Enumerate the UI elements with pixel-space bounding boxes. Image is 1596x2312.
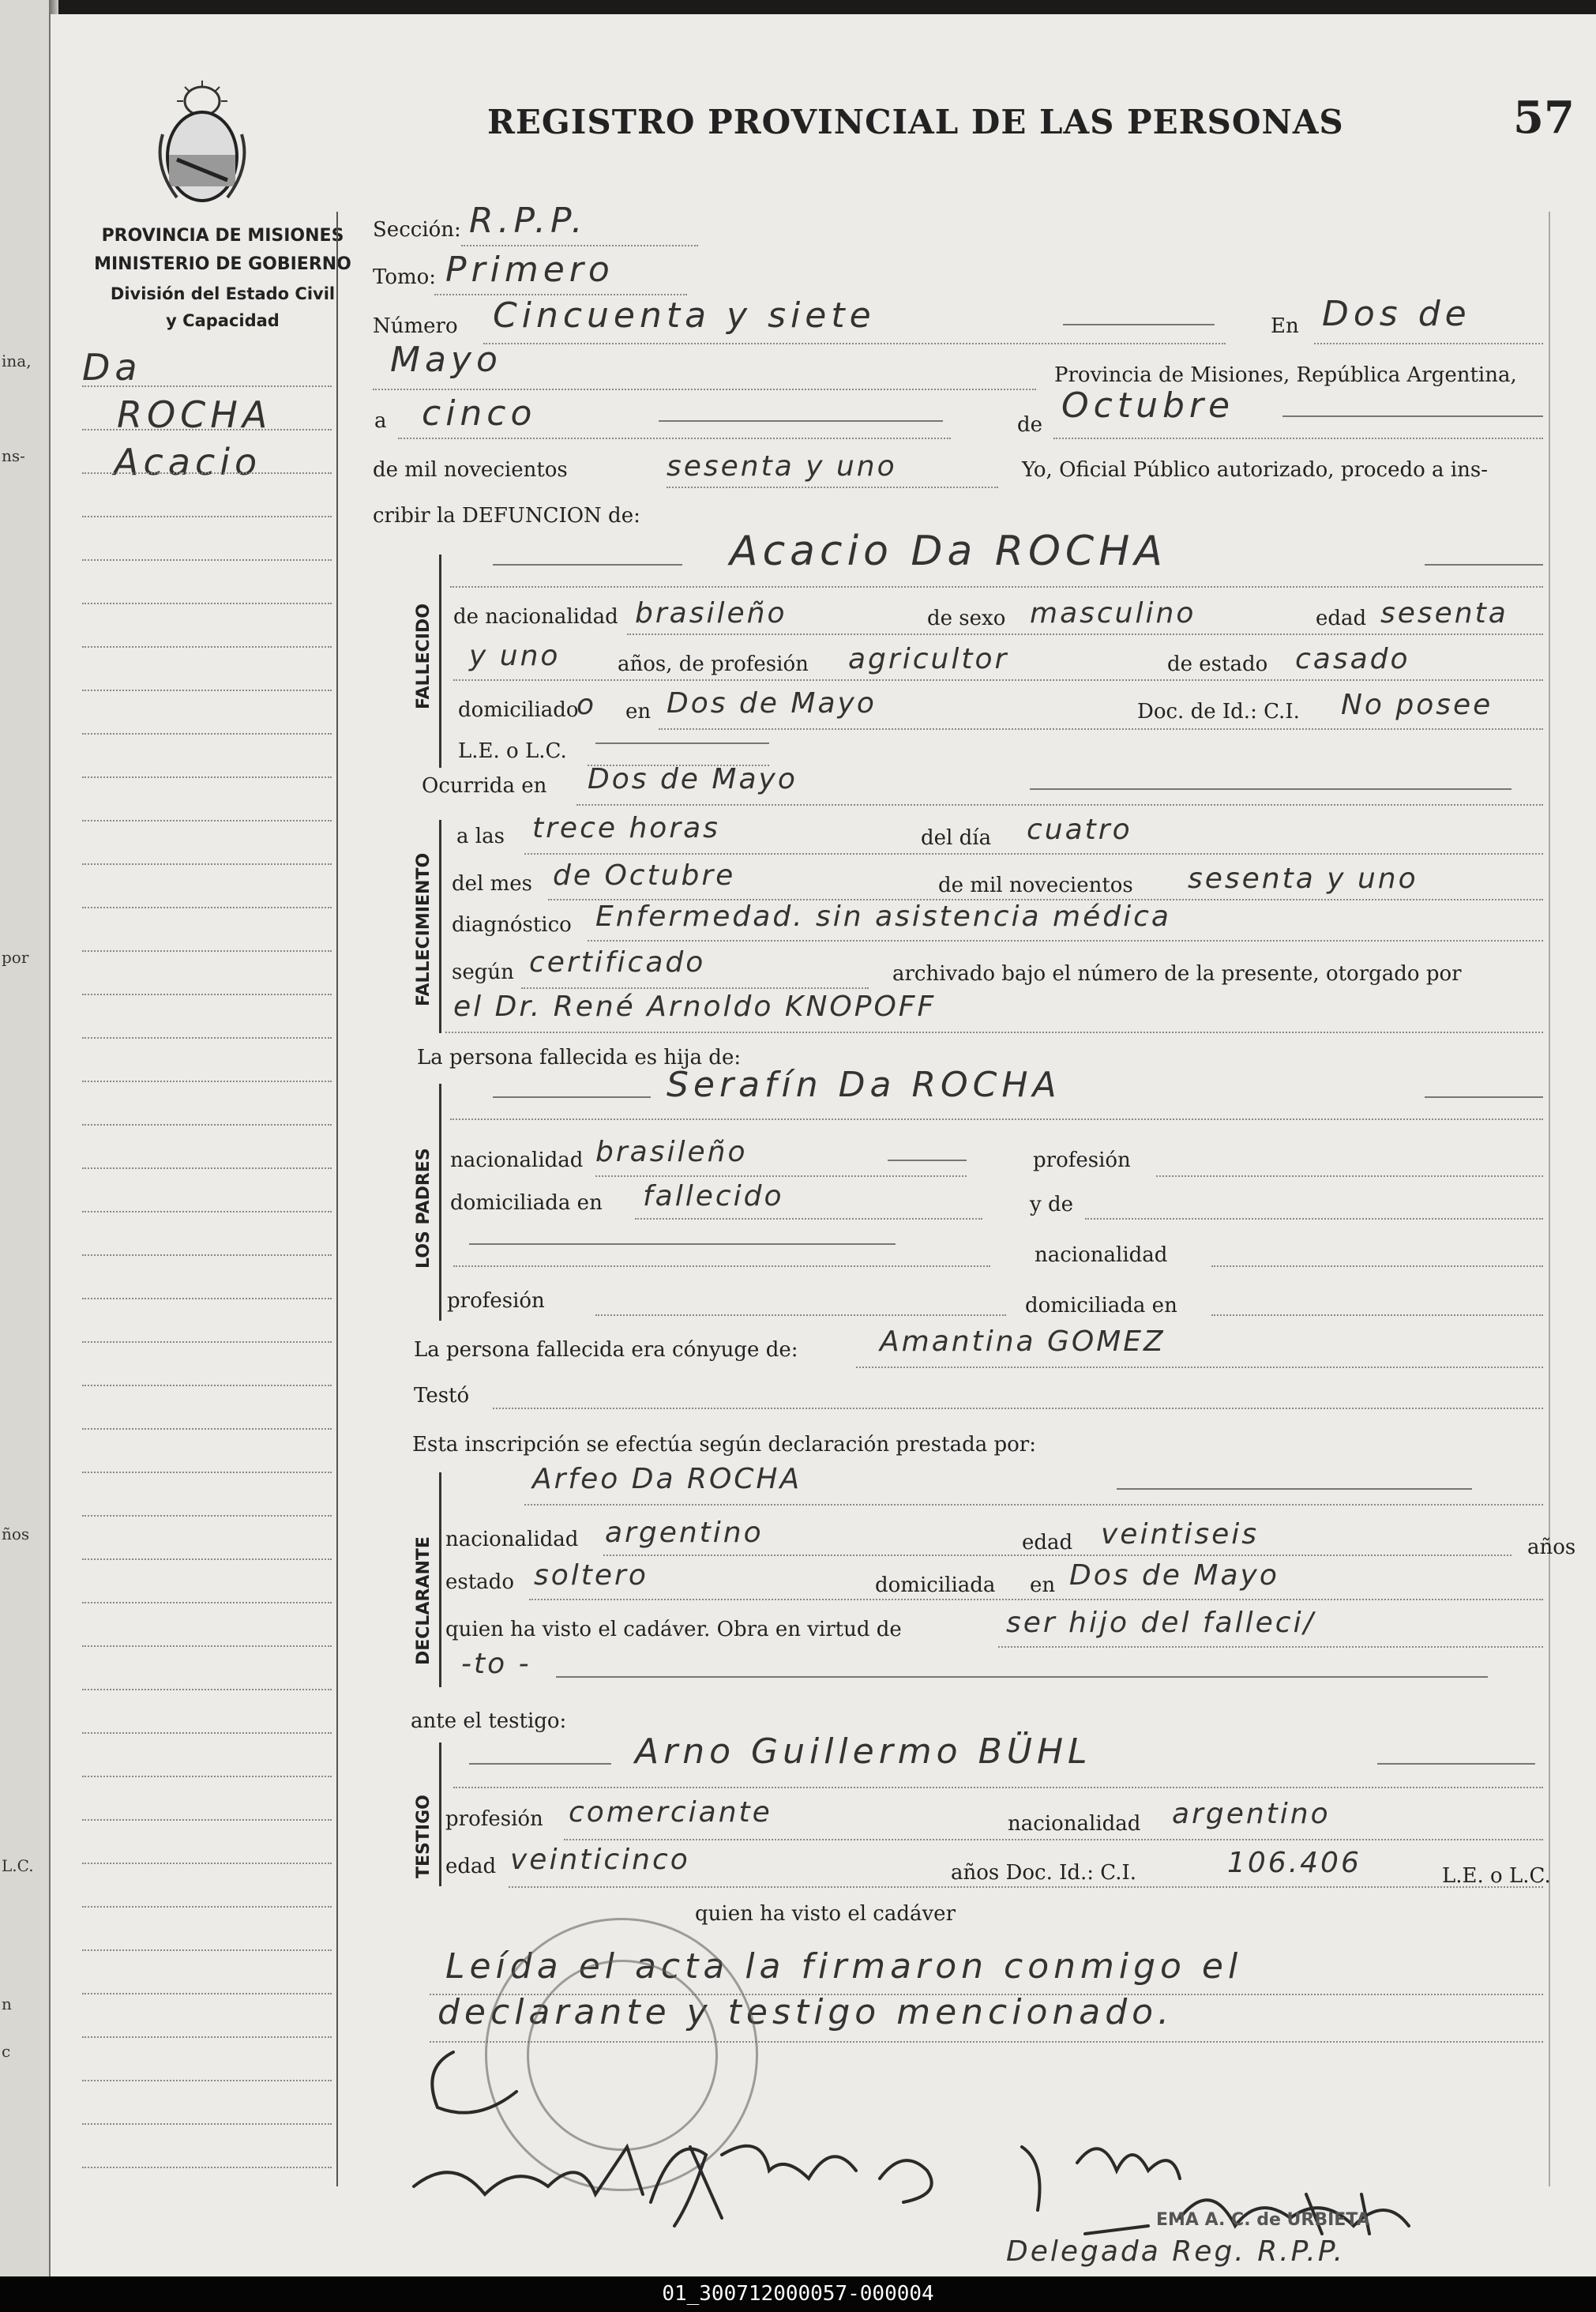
del-dia-label: del día	[921, 826, 992, 850]
field-line	[453, 679, 1543, 681]
section-bracket	[439, 1742, 441, 1886]
division-label: División del Estado Civil	[110, 284, 336, 303]
field-line	[493, 1408, 1543, 1409]
tomo-value: Primero	[445, 250, 614, 290]
segun-value: certificado	[529, 946, 706, 979]
ministerio-label: MINISTERIO DE GOBIERNO	[94, 254, 351, 274]
field-line	[469, 1243, 896, 1245]
signature-stroke	[651, 2147, 722, 2226]
inscripcion-text: Esta inscripción se efectúa según declaración prestada por:	[412, 1433, 1036, 1457]
hora-value: trece horas	[532, 812, 720, 844]
en-decl-label: en	[1030, 1573, 1056, 1597]
domiciliada-madre-label: domiciliada en	[1025, 1294, 1177, 1318]
archivado-text: archivado bajo el número de la presente, otorgado por	[892, 962, 1462, 986]
oficial-text: Yo, Oficial Público autorizado, procedo a ins-	[1022, 458, 1489, 482]
previous-page-edge	[0, 0, 51, 2276]
dia-fallec-value: cuatro	[1027, 814, 1132, 846]
anos-label: años	[1527, 1536, 1576, 1559]
field-line	[509, 1886, 1543, 1888]
declarante-name: Arfeo Da ROCHA	[532, 1463, 802, 1495]
margin-ruled-line	[82, 1385, 332, 1386]
section-label-testigo: TESTIGO	[414, 1795, 434, 1878]
margin-ruled-line	[82, 516, 332, 517]
margin-ruled-line	[82, 1906, 332, 1908]
field-line	[1314, 343, 1543, 344]
profesion-testigo-value: comerciante	[569, 1796, 772, 1829]
register-page	[51, 14, 1596, 2276]
ocurrida-value: Dos de Mayo	[588, 763, 798, 795]
conyuge-label: La persona fallecida era cónyuge de:	[414, 1338, 798, 1362]
field-line	[1425, 1096, 1543, 1098]
field-line	[556, 1676, 1488, 1678]
profesion-madre-label: profesión	[447, 1289, 545, 1313]
margin-ruled-line	[82, 1949, 332, 1951]
margin-ruled-line	[82, 1776, 332, 1777]
field-line	[595, 1314, 1006, 1316]
field-line	[524, 1504, 1543, 1506]
margin-ruled-line	[82, 907, 332, 908]
section-label-declarante: DECLARANTE	[414, 1536, 434, 1665]
estado-decl-label: estado	[445, 1570, 514, 1594]
margin-ruled-line	[82, 1211, 332, 1212]
de-label: de	[1017, 413, 1043, 437]
field-line	[461, 245, 698, 246]
en-label: En	[1271, 314, 1299, 338]
field-line	[856, 1367, 1543, 1368]
profesion-label: años, de profesión	[618, 652, 809, 676]
margin-ruled-line	[82, 1298, 332, 1299]
field-line	[564, 1839, 1543, 1840]
quien-visto-text-2: quien ha visto el cadáver	[695, 1902, 956, 1926]
section-label-padres: LOS PADRES	[414, 1148, 434, 1269]
prev-page-fragment: ns-	[2, 446, 25, 465]
mil-novecientos-label-2: de mil novecientos	[938, 874, 1133, 897]
margin-ruled-line	[82, 559, 332, 561]
section-label-fallecimiento: FALLECIMIENTO	[414, 852, 434, 1006]
mes-fallec-value: de Octubre	[553, 859, 736, 892]
domiciliado-label: domiciliado	[458, 698, 579, 722]
field-line	[659, 420, 943, 422]
field-line	[1053, 438, 1543, 439]
testo-label: Testó	[414, 1384, 470, 1408]
prev-page-fragment: ina,	[2, 351, 32, 370]
field-line	[483, 343, 1226, 344]
seccion-value: R.P.P.	[469, 201, 588, 241]
le-lc-testigo-label: L.E. o L.C.	[1442, 1864, 1551, 1888]
field-line	[453, 1265, 990, 1267]
field-line	[398, 438, 951, 439]
estado-decl-value: soltero	[534, 1559, 648, 1592]
margin-ruled-line	[82, 994, 332, 995]
field-line	[603, 1554, 1512, 1556]
margin-ruled-line	[82, 2036, 332, 2038]
margin-ruled-line	[82, 1515, 332, 1517]
edad-testigo-value: veinticinco	[510, 1844, 690, 1876]
provincia-text: Provincia de Misiones, República Argentina,	[1054, 363, 1517, 387]
ocurrida-label: Ocurrida en	[422, 774, 547, 798]
margin-ruled-line	[82, 603, 332, 604]
prev-page-fragment: c	[2, 2042, 11, 2061]
margin-ruled-line	[82, 950, 332, 952]
signature-stroke	[1022, 2147, 1040, 2210]
nacionalidad-padre-value: brasileño	[595, 1136, 748, 1168]
sexo-value: masculino	[1030, 597, 1196, 630]
margin-ruled-line	[82, 1124, 332, 1126]
deceased-name: Acacio Da ROCHA	[730, 528, 1167, 575]
field-line	[588, 940, 1543, 942]
profesion-testigo-label: profesión	[445, 1807, 543, 1831]
field-line	[493, 564, 682, 566]
field-line	[635, 1218, 982, 1220]
ante-testigo-label: ante el testigo:	[411, 1709, 567, 1733]
stamp-text: EMA A. C. de URBIETA	[1156, 2210, 1370, 2230]
margin-ruled-line	[82, 2123, 332, 2125]
margin-ruled-line	[82, 1037, 332, 1039]
section-bracket	[439, 555, 441, 768]
nacionalidad-padre-label: nacionalidad	[450, 1148, 584, 1172]
signature-stroke	[414, 2147, 643, 2194]
closing-text-2: declarante y testigo mencionado.	[437, 1992, 1174, 2032]
page-number: 57	[1513, 92, 1575, 144]
margin-ruled-line	[82, 1645, 332, 1647]
obra-value-2: -to -	[461, 1648, 531, 1680]
field-line	[998, 1646, 1543, 1648]
margin-ruled-line	[82, 1558, 332, 1560]
margin-ruled-line	[82, 863, 332, 865]
padre-name: Serafín Da ROCHA	[667, 1065, 1061, 1105]
margin-ruled-line	[82, 690, 332, 691]
field-line	[1211, 1265, 1543, 1267]
margin-ruled-line	[82, 1167, 332, 1169]
field-line	[1282, 415, 1543, 417]
field-line	[1063, 324, 1215, 325]
margin-ruled-line	[82, 1472, 332, 1473]
del-mes-label: del mes	[452, 872, 532, 896]
signature-stroke	[1077, 2148, 1180, 2179]
domicilio-decl-value: Dos de Mayo	[1069, 1559, 1279, 1592]
margin-ruled-line	[82, 1819, 332, 1821]
edad-value-2: y uno	[469, 640, 561, 672]
prev-page-fragment: n	[2, 1994, 12, 2013]
mil-novecientos-label: de mil novecientos	[373, 458, 568, 482]
prev-page-fragment: ños	[2, 1524, 30, 1543]
delegada-signature: Delegada Reg. R.P.P.	[1006, 2235, 1346, 2268]
field-line	[1377, 1763, 1535, 1765]
edad-decl-label: edad	[1022, 1531, 1073, 1554]
anio-value: sesenta y uno	[667, 450, 897, 483]
edad-label: edad	[1316, 607, 1367, 630]
field-line	[1085, 1218, 1543, 1220]
estado-label: de estado	[1167, 652, 1268, 676]
mes-value: Octubre	[1061, 385, 1235, 426]
field-line	[576, 804, 1543, 806]
column-divider	[336, 212, 338, 2186]
margin-ruled-line	[82, 1602, 332, 1603]
section-label-fallecido: FALLECIDO	[414, 603, 434, 709]
edad-decl-value: veintiseis	[1101, 1518, 1260, 1551]
margin-ruled-line	[82, 1341, 332, 1343]
division-label-2: y Capacidad	[166, 311, 280, 330]
seccion-label: Sección:	[373, 218, 461, 242]
field-line	[521, 987, 869, 989]
estado-value: casado	[1295, 643, 1410, 675]
a-label: a	[374, 409, 387, 433]
domiciliado-o: o	[576, 689, 597, 721]
field-line	[1117, 1488, 1472, 1490]
doc-value: No posee	[1341, 689, 1493, 721]
field-line	[469, 1763, 611, 1765]
numero-value: Cincuenta y siete	[493, 295, 876, 336]
testigo-name: Arno Guillermo BÜHL	[635, 1731, 1092, 1772]
en-label-2: en	[625, 700, 652, 724]
closing-text: Leída el acta la firmaron conmigo el	[445, 1946, 1243, 1987]
prev-page-fragment: por	[2, 948, 29, 967]
field-line	[1030, 788, 1512, 790]
signature-stroke	[880, 2160, 932, 2202]
domiciliada-decl-label: domiciliada	[875, 1573, 996, 1597]
nacionalidad-decl-value: argentino	[605, 1517, 764, 1549]
cribir-text: cribir la DEFUNCION de:	[373, 504, 640, 528]
margin-ruled-line	[82, 820, 332, 821]
margin-ruled-line	[82, 385, 332, 387]
margin-ruled-line	[82, 1689, 332, 1690]
nacionalidad-value: brasileño	[635, 597, 787, 630]
doc-label: Doc. de Id.: C.I.	[1137, 700, 1300, 724]
margin-ruled-line	[82, 1428, 332, 1430]
signature-stroke	[722, 2146, 856, 2179]
margin-ruled-line	[82, 2167, 332, 2168]
conyuge-value: Amantina GOMEZ	[880, 1325, 1166, 1358]
quien-visto-text: quien ha visto el cadáver. Obra en virtud de	[445, 1618, 902, 1641]
field-line	[450, 1118, 1543, 1120]
dia-value: cinco	[422, 393, 537, 434]
ci-testigo-value: 106.406	[1227, 1847, 1361, 1879]
margin-note-line: Acacio	[114, 441, 262, 483]
margin-note-line: Da	[82, 346, 142, 389]
a-las-label: a las	[456, 825, 505, 848]
signature-stroke	[432, 2052, 516, 2113]
margin-ruled-line	[82, 2080, 332, 2081]
field-line	[524, 853, 1543, 855]
nacionalidad-testigo-label: nacionalidad	[1008, 1812, 1141, 1836]
numero-label: Número	[373, 314, 458, 338]
en-value: Dos de	[1322, 294, 1471, 334]
section-bracket	[439, 1472, 441, 1687]
margin-ruled-line	[82, 1993, 332, 1994]
margin-ruled-line	[82, 1863, 332, 1864]
prev-page-fragment: L.C.	[2, 1856, 34, 1875]
field-line	[595, 1175, 967, 1177]
lugar-value: Mayo	[390, 340, 502, 380]
page-title: REGISTRO PROVINCIAL DE LAS PERSONAS	[487, 103, 1344, 141]
field-line	[373, 389, 1036, 390]
edad-value: sesenta	[1380, 597, 1508, 630]
provincia-label: PROVINCIA DE MISIONES	[101, 226, 344, 246]
anio-fallec-value: sesenta y uno	[1188, 863, 1418, 895]
margin-ruled-line	[82, 1732, 332, 1734]
diagnostico-label: diagnóstico	[452, 913, 572, 937]
margin-ruled-line	[82, 646, 332, 648]
diagnostico-value: Enfermedad. sin asistencia médica	[595, 900, 1171, 933]
field-line	[493, 1096, 651, 1098]
margin-ruled-line	[82, 1254, 332, 1256]
tomo-label: Tomo:	[373, 265, 437, 289]
coat-of-arms-icon	[153, 79, 251, 212]
field-line	[888, 1160, 967, 1161]
field-line	[529, 1599, 1543, 1600]
field-line	[595, 742, 769, 744]
nacionalidad-decl-label: nacionalidad	[445, 1528, 579, 1551]
margin-ruled-line	[82, 429, 332, 430]
medico-value: el Dr. René Arnoldo KNOPOFF	[453, 991, 937, 1023]
section-bracket	[439, 820, 441, 1033]
domiciliada-padre-label: domiciliada en	[450, 1191, 603, 1215]
field-line	[659, 728, 1543, 730]
right-border	[1549, 212, 1550, 2186]
margin-ruled-line	[82, 776, 332, 778]
margin-ruled-line	[82, 733, 332, 735]
field-line	[1211, 1314, 1543, 1316]
section-bracket	[439, 1084, 441, 1321]
segun-label: según	[452, 961, 514, 984]
nacionalidad-label: de nacionalidad	[453, 605, 618, 629]
hija-de-label: La persona fallecida es hija de:	[417, 1046, 742, 1070]
field-line	[1425, 564, 1543, 566]
field-line	[453, 1787, 1543, 1788]
field-line	[667, 487, 998, 488]
margin-ruled-line	[82, 472, 332, 474]
le-lc-label: L.E. o L.C.	[458, 739, 567, 763]
edad-testigo-label: edad	[445, 1855, 497, 1878]
obra-value: ser hijo del falleci/	[1006, 1607, 1316, 1639]
signatures	[390, 2036, 1575, 2257]
y-de-label: y de	[1030, 1193, 1073, 1216]
margin-ruled-line	[82, 1081, 332, 1082]
profesion-padre-label: profesión	[1033, 1148, 1131, 1172]
profesion-value: agricultor	[848, 643, 1009, 675]
field-line	[1156, 1175, 1543, 1177]
sexo-label: de sexo	[927, 607, 1006, 630]
domicilio-padre-value: fallecido	[643, 1180, 784, 1212]
field-line	[627, 633, 1543, 635]
doc-testigo-label: años Doc. Id.: C.I.	[951, 1861, 1137, 1885]
field-line	[445, 1032, 1543, 1033]
nacionalidad-testigo-value: argentino	[1172, 1798, 1331, 1830]
domicilio-value: Dos de Mayo	[667, 687, 877, 720]
image-caption: 01_300712000057-000004	[0, 2276, 1596, 2312]
field-line	[450, 586, 1543, 588]
margin-note-line: ROCHA	[117, 393, 272, 436]
nacionalidad-madre-label: nacionalidad	[1035, 1243, 1168, 1267]
